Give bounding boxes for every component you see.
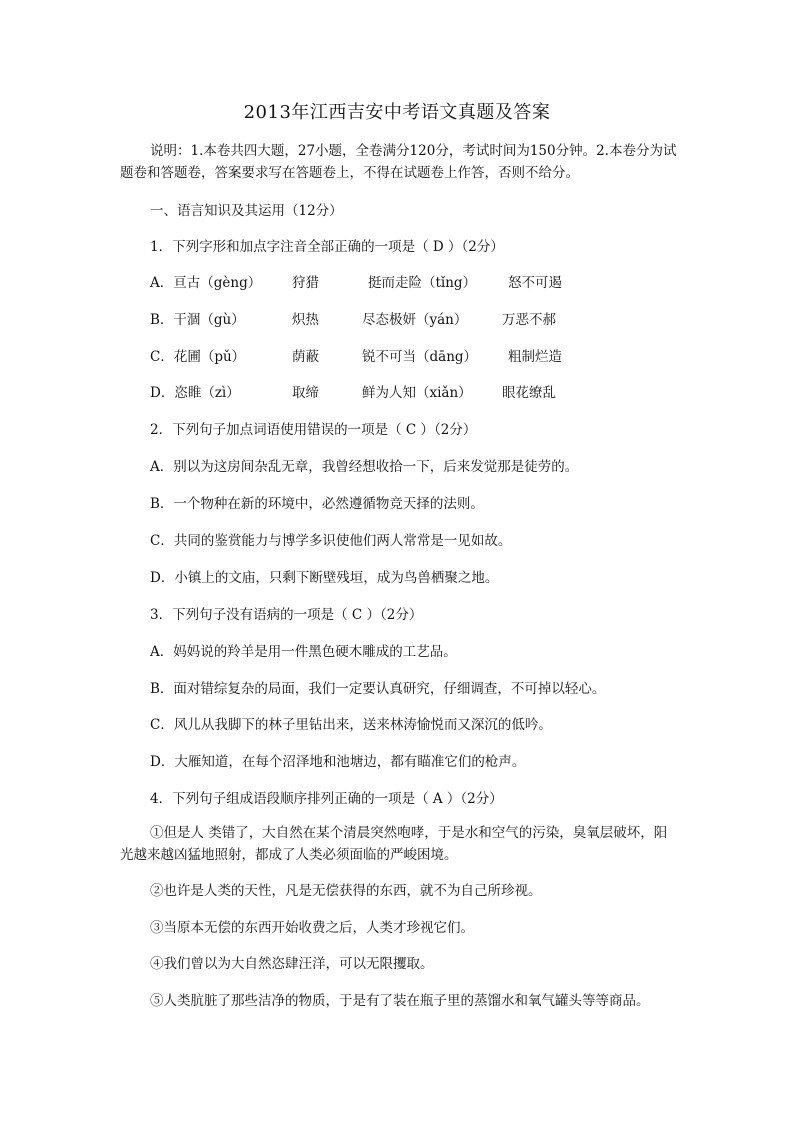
question-4-stem: 4．下列句子组成语段顺序排列正确的一项是（ A ）（2分） [150,791,503,807]
question-3-option-a: A．妈妈说的羚羊是用一件黑色硬木雕成的工艺品。 [150,644,457,660]
option-cell: 尽态极妍（yán） [362,312,468,328]
question-4-sentence-2: ②也许是人类的天性，凡是无偿获得的东西，就不为自己所珍视。 [150,883,542,899]
option-cell: D．恣睢（zì） [150,385,240,401]
option-cell: 眼花缭乱 [502,385,556,401]
question-3-stem: 3．下列句子没有语病的一项是（ C ）（2分） [150,607,423,623]
question-4-sentence-5: ⑤人类肮脏了那些洁净的物质，于是有了装在瓶子里的蒸馏水和氧气罐头等等商品。 [150,993,650,1009]
question-2-stem: 2．下列句子加点词语使用错误的一项是（ C ）（2分） [150,422,477,438]
option-cell: 取缔 [292,385,319,401]
option-cell: 挺而走险（tǐng） [368,275,477,291]
question-2-option-c: C．共同的鉴赏能力与博学多识使他们两人常常是一见如故。 [150,533,512,549]
option-cell: 万恶不郝 [502,312,556,328]
question-2-option-a: A．别以为这房间杂乱无章，我曾经想收拾一下，后来发觉那是徒劳的。 [150,459,579,475]
option-cell: 锐不可当（dāng） [362,349,478,365]
option-cell: 粗制烂造 [508,349,562,365]
option-cell: 怒不可遏 [508,275,562,291]
option-cell: 炽热 [292,312,319,328]
option-cell: A．亘古（gèng） [150,275,262,291]
option-cell: 鲜为人知（xiǎn） [362,385,472,401]
question-4-sentence-1: ①但是人 类错了，大自然在某个清晨突然咆哮，于是水和空气的污染，臭氧层破坏，阳光越来越凶猛地照射，都成了人类必须面临的严峻困境。 [120,825,668,863]
question-2-option-b: B．一个物种在新的环境中，必然遵循物竞天择的法则。 [150,496,484,512]
question-2-option-d: D．小镇上的文庙，只剩下断壁残垣，成为鸟兽栖聚之地。 [150,570,499,586]
question-3-option-c: C．风儿从我脚下的林子里钻出来，送来林涛愉悦而又深沉的低吟。 [150,717,552,733]
document-title: 2013年江西吉安中考语文真题及答案 [243,102,551,123]
section-heading: 一、语言知识及其运用（12分） [150,203,343,219]
option-cell: 狩猎 [292,275,319,291]
option-cell: 荫蔽 [292,349,319,365]
question-4-sentence-4: ④我们曾以为大自然恣肆汪洋，可以无限攫取。 [150,956,434,972]
option-cell: C．花圃（pǔ） [150,349,246,365]
question-3-option-b: B．面对错综复杂的局面，我们一定要认真研究，仔细调查，不可掉以轻心。 [150,681,606,697]
question-1-stem: 1．下列字形和加点字注音全部正确的一项是（ D ）（2分） [150,239,504,255]
question-3-option-d: D．大雁知道，在每个沼泽地和池塘边，都有瞄准它们的枪声。 [150,754,526,770]
option-cell: B．干涸（gù） [150,312,245,328]
instructions-paragraph: 说明：1.本卷共四大题，27小题，全卷满分120分，考试时间为150分钟。2.本卷分为试题卷和答题卷，答案要求写在答题卷上，不得在试题卷上作答，否则不给分。 [120,143,677,181]
question-4-sentence-3: ③当原本无偿的东西开始收费之后，人类才珍视它们。 [150,920,474,936]
